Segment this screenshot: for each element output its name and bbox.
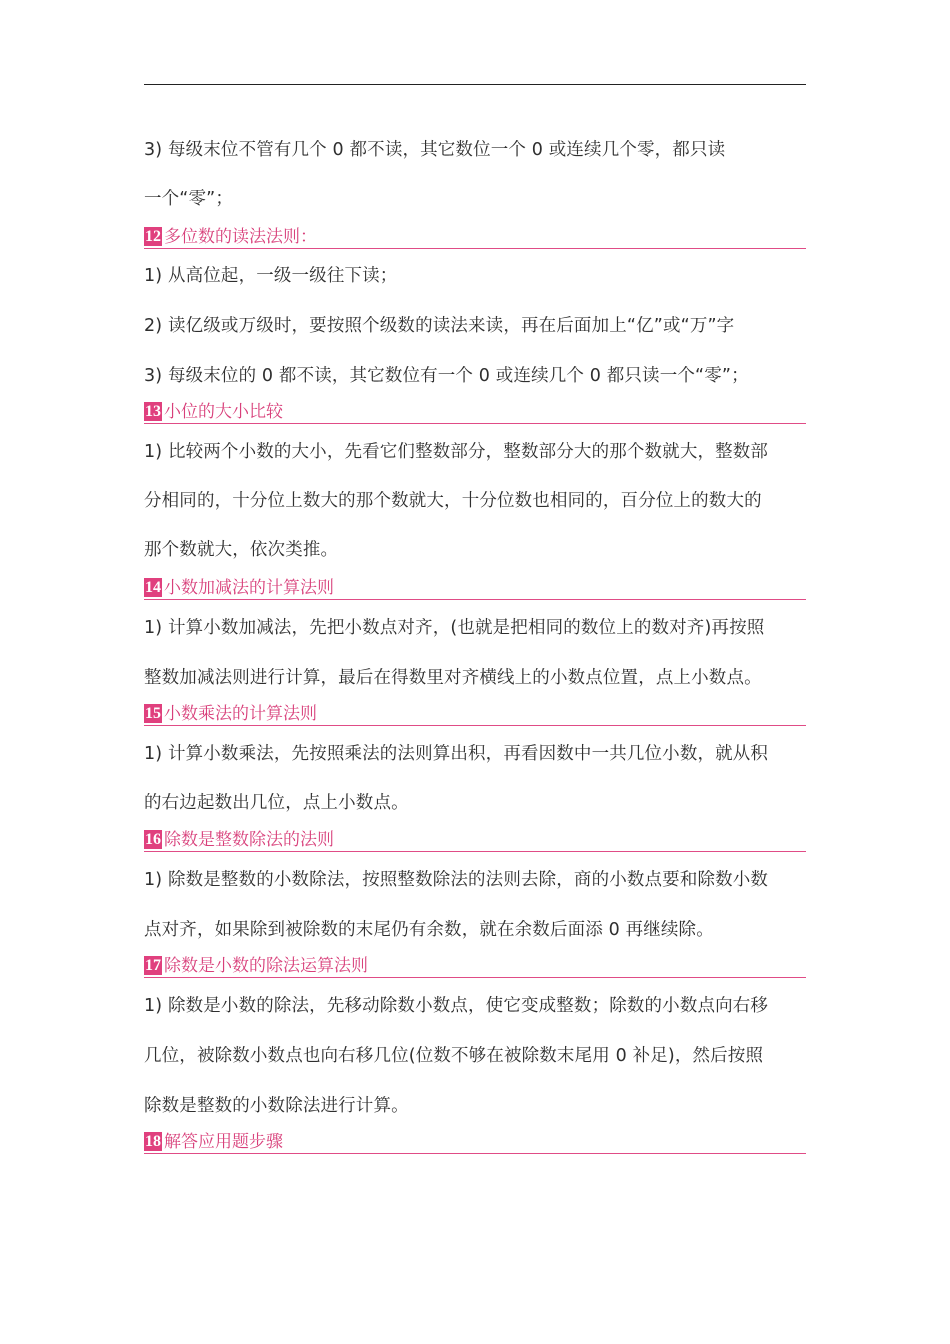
paragraph-line: 1) 除数是小数的除法，先移动除数小数点，使它变成整数；除数的小数点向右移 — [144, 996, 769, 1016]
section-number: 13 — [145, 403, 161, 420]
section-title: 多位数的读法法则： — [164, 227, 317, 247]
paragraph-line: 1) 从高位起，一级一级往下读； — [144, 266, 398, 286]
paragraph-line: 分相同的，十分位上数大的那个数就大，十分位数也相同的，百分位上的数大的 — [144, 491, 762, 511]
section-heading-18 — [144, 1131, 806, 1154]
section-heading-14 — [144, 577, 806, 600]
paragraph-line: 的右边起数出几位，点上小数点。 — [144, 793, 409, 813]
section-title: 小位的大小比较 — [164, 402, 283, 422]
section-heading-12 — [144, 226, 806, 249]
section-number: 15 — [145, 705, 161, 722]
section-number: 14 — [145, 579, 161, 596]
section-heading-13 — [144, 401, 806, 424]
section-number: 16 — [145, 831, 161, 848]
section-title: 解答应用题步骤 — [164, 1132, 283, 1152]
header-rule — [144, 84, 806, 85]
section-title: 小数加减法的计算法则 — [164, 578, 334, 598]
paragraph-line: 1) 计算小数乘法，先按照乘法的法则算出积，再看因数中一共几位小数，就从积 — [144, 744, 769, 764]
paragraph-line: 整数加减法则进行计算，最后在得数里对齐横线上的小数点位置，点上小数点。 — [144, 668, 762, 688]
paragraph-line: 除数是整数的小数除法进行计算。 — [144, 1096, 409, 1116]
paragraph-line: 几位，被除数小数点也向右移几位(位数不够在被除数末尾用 0 补足)，然后按照 — [144, 1046, 764, 1066]
section-heading-16 — [144, 829, 806, 852]
paragraph-line: 1) 除数是整数的小数除法，按照整数除法的法则去除，商的小数点要和除数小数 — [144, 870, 769, 890]
section-title: 小数乘法的计算法则 — [164, 704, 317, 724]
paragraph-line: 3) 每级末位不管有几个 0 都不读，其它数位一个 0 或连续几个零，都只读 — [144, 140, 726, 160]
section-number: 18 — [145, 1133, 161, 1150]
paragraph-line: 一个“零”； — [144, 189, 234, 209]
section-heading-15 — [144, 703, 806, 726]
section-title: 除数是整数除法的法则 — [164, 830, 334, 850]
section-title: 除数是小数的除法运算法则 — [164, 956, 368, 976]
paragraph-line: 那个数就大，依次类推。 — [144, 540, 339, 560]
paragraph-line: 1) 比较两个小数的大小，先看它们整数部分，整数部分大的那个数就大，整数部 — [144, 442, 769, 462]
section-number: 12 — [145, 228, 161, 245]
paragraph-line: 1) 计算小数加减法，先把小数点对齐，(也就是把相同的数位上的数对齐)再按照 — [144, 618, 765, 638]
section-heading-17 — [144, 955, 806, 978]
section-number: 17 — [145, 957, 161, 974]
paragraph-line: 点对齐，如果除到被除数的末尾仍有余数，就在余数后面添 0 再继续除。 — [144, 920, 714, 940]
paragraph-line: 3) 每级末位的 0 都不读，其它数位有一个 0 或连续几个 0 都只读一个“零”； — [144, 366, 749, 386]
paragraph-line: 2) 读亿级或万级时，要按照个级数的读法来读，再在后面加上“亿”或“万”字 — [144, 316, 735, 336]
